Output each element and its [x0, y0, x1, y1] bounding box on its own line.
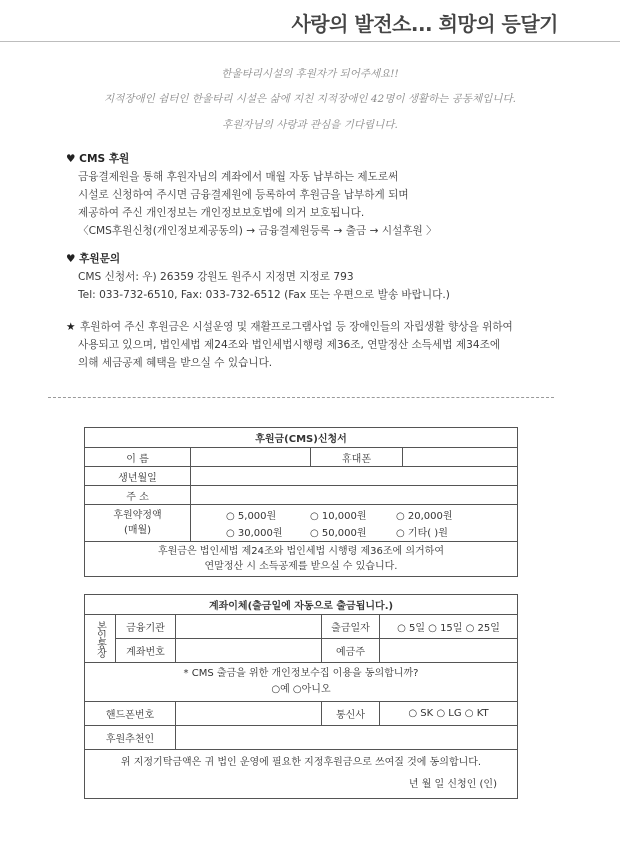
cms-section — [66, 150, 437, 240]
tax-notice — [66, 318, 513, 372]
bank-label: 금융기관 — [116, 615, 176, 639]
amount-label-text: 후원약정액 — [113, 510, 162, 521]
star-icon: ★ — [66, 321, 76, 333]
inquiry-address: CMS 신청서: 우) 26359 강원도 원주시 지정면 지정로 793 — [78, 271, 354, 283]
inquiry-heading: ♥ 후원문의 — [66, 253, 121, 265]
name-label: 이 름 — [85, 448, 191, 467]
withdraw-date-label: 출금일자 — [322, 615, 380, 639]
cms-heading: ♥ CMS 후원 — [66, 153, 130, 165]
cms-line: 〈CMS후원신청(개인정보제공동의) → 금융결제원등록 → 출금 → 시설후원 〉 — [78, 225, 437, 237]
form-title: 후원금(CMS)신청서 — [85, 428, 518, 448]
amount-option-radio[interactable]: ○ 10,000원 — [310, 511, 367, 522]
tax-deduction-note — [85, 542, 518, 577]
note-line: 연말정산 시 소득공제를 받으실 수 있습니다. — [204, 561, 398, 572]
greeting-line-1: 한울타리시설의 후원자가 되어주세요!! — [221, 68, 399, 80]
carrier-options[interactable]: ○ SK ○ LG ○ KT — [380, 702, 518, 726]
account-number-label: 계좌번호 — [116, 639, 176, 663]
amount-option-radio[interactable]: ○ 5,000원 — [226, 511, 277, 522]
cut-line-divider — [48, 397, 554, 398]
cms-application-form — [84, 427, 518, 577]
mobile-label: 핸드폰번호 — [85, 702, 176, 726]
amount-label — [85, 505, 191, 542]
consent-options[interactable]: ○예 ○아니오 — [271, 684, 331, 695]
address-label: 주 소 — [85, 486, 191, 505]
birth-field[interactable] — [191, 467, 518, 486]
form-title: 계좌이체(출금일에 자동으로 출금됩니다.) — [85, 595, 518, 615]
account-holder-label: 예금주 — [322, 639, 380, 663]
inquiry-section — [66, 250, 450, 304]
cms-line: 금융결제원을 통해 후원자님의 계좌에서 매월 자동 납부하는 제도로써 — [78, 171, 399, 183]
carrier-label: 통신사 — [322, 702, 380, 726]
name-field[interactable] — [191, 448, 311, 467]
page-title: 사랑의 발전소... 희망의 등달기 — [291, 12, 558, 36]
amount-options — [191, 505, 518, 542]
amount-option-radio[interactable]: ○ 30,000원 — [226, 528, 283, 539]
phone-field[interactable] — [403, 448, 518, 467]
greeting-line-2: 지적장애인 쉼터인 한울타리 시설은 삶에 지친 지적장애인 42명이 생활하는 공동체입니다. — [104, 93, 516, 105]
mobile-field[interactable] — [176, 702, 322, 726]
account-transfer-form — [84, 594, 518, 799]
phone-label: 휴대폰 — [311, 448, 403, 467]
notice-line: 후원하여 주신 후원금은 시설운영 및 재활프로그램사업 등 장애인들의 자립생활 향상을 위하여 — [80, 321, 513, 333]
agreement-block — [85, 750, 518, 799]
referrer-label: 후원추천인 — [85, 726, 176, 750]
greeting-line-3: 후원자님의 사랑과 관심을 기다립니다. — [222, 119, 398, 131]
notice-line: 의해 세금공제 혜택을 받으실 수 있습니다. — [78, 357, 273, 369]
amount-label-sub: (매월) — [123, 525, 152, 536]
withdraw-date-options[interactable]: ○ 5일 ○ 15일 ○ 25일 — [380, 615, 518, 639]
amount-option-radio[interactable]: ○ 50,000원 — [310, 528, 367, 539]
note-line: 후원금은 법인세법 제24조와 법인세법 시행령 제36조에 의거하여 — [157, 546, 445, 557]
account-number-field[interactable] — [176, 639, 322, 663]
consent-question: * CMS 출금을 위한 개인정보수집 이용을 동의합니까? — [183, 668, 419, 679]
account-holder-field[interactable] — [380, 639, 518, 663]
notice-line: 사용되고 있으며, 법인세법 제24조와 법인세법시행령 제36조, 연말정산 소득세법 제34조에 — [78, 339, 501, 351]
page-header — [0, 0, 620, 42]
cms-line: 시설로 신청하여 주시면 금융결제원에 등록하여 후원금을 납부하게 되며 — [78, 189, 409, 201]
birth-label: 생년월일 — [85, 467, 191, 486]
cms-line: 제공하여 주신 개인정보는 개인정보보호법에 의거 보호됩니다. — [78, 207, 365, 219]
referrer-field[interactable] — [176, 726, 518, 750]
address-field[interactable] — [191, 486, 518, 505]
amount-option-radio[interactable]: ○ 기타( )원 — [396, 528, 448, 539]
privacy-consent — [85, 663, 518, 702]
agreement-text: 위 지정기탁금액은 귀 법인 운영에 필요한 지정후원금으로 쓰여질 것에 동의합니다. — [120, 757, 482, 768]
bank-field[interactable] — [176, 615, 322, 639]
inquiry-contact: Tel: 033-732-6510, Fax: 033-732-6512 (Fax 또는 우편으로 발송 바랍니다.) — [78, 289, 450, 301]
own-account-label: 본인통장 — [85, 615, 116, 663]
amount-option-radio[interactable]: ○ 20,000원 — [396, 511, 453, 522]
date-signature-line[interactable]: 년 월 일 신청인 (인) — [408, 779, 497, 790]
